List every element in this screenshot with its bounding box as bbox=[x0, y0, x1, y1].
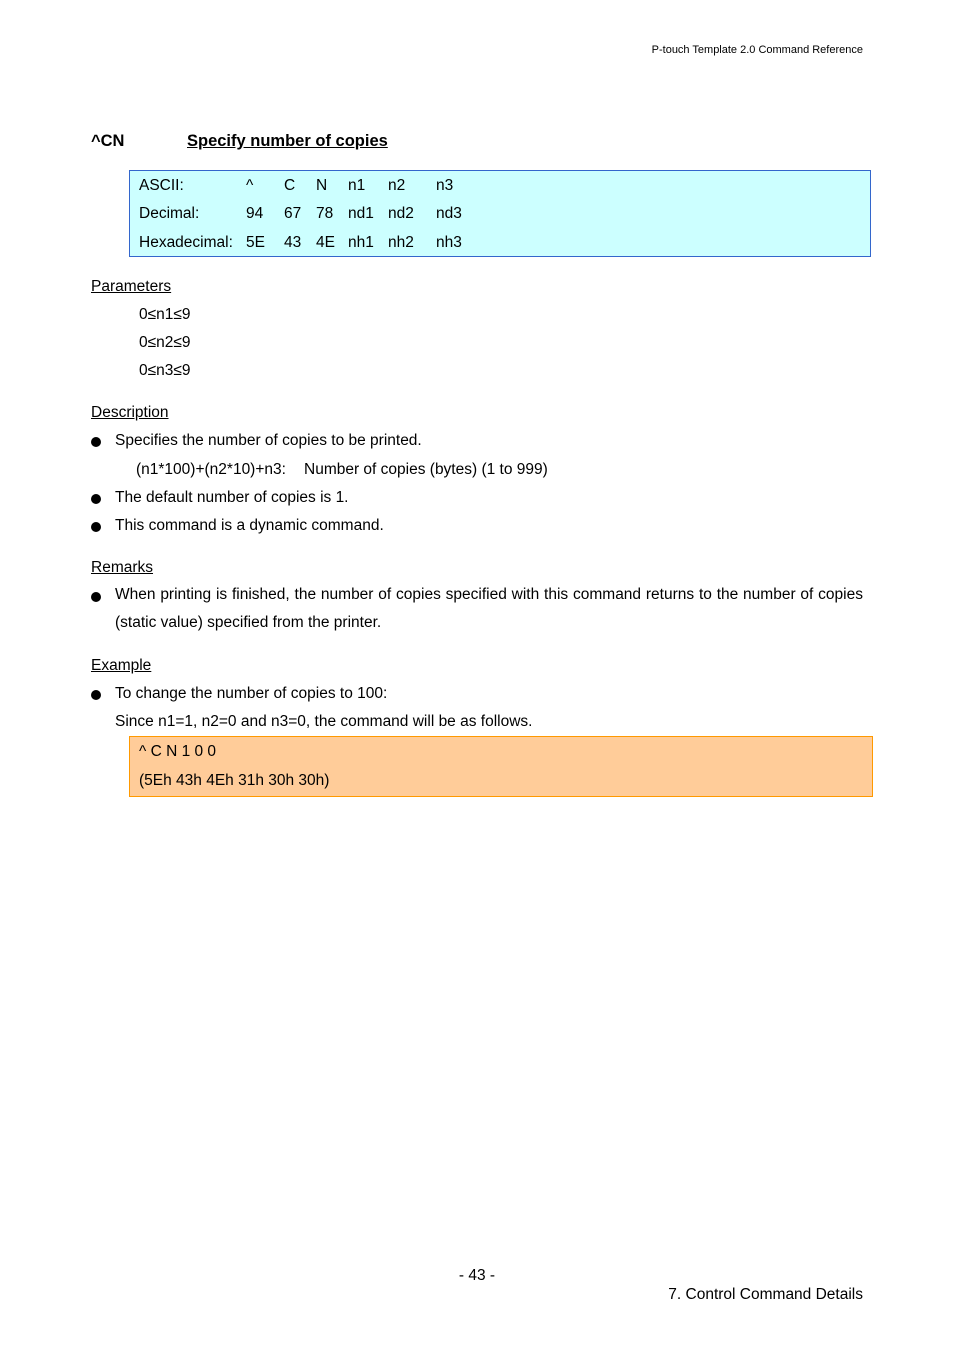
example-hex: (5Eh 43h 4Eh 31h 30h 30h) bbox=[139, 772, 330, 789]
syntax-cell: n1 bbox=[348, 177, 366, 194]
remarks-text: When printing is finished, the number of copies specified with this command returns to the number of copies (static value) specified from the printer. bbox=[115, 586, 863, 631]
list-item-text: To change the number of copies to 100: bbox=[115, 685, 388, 702]
syntax-cell: nh1 bbox=[348, 234, 374, 251]
syntax-cell: 67 bbox=[284, 205, 302, 222]
command-name: ^CN bbox=[91, 132, 125, 150]
syntax-cell: nd3 bbox=[436, 205, 462, 222]
command-title: Specify number of copies bbox=[187, 132, 388, 150]
syntax-cell: ^ bbox=[246, 177, 254, 194]
list-item-text: Specifies the number of copies to be printed. bbox=[115, 432, 422, 449]
parameter-item: 0≤n3≤9 bbox=[139, 362, 191, 379]
syntax-label: Decimal: bbox=[139, 205, 200, 222]
parameter-item: 0≤n1≤9 bbox=[139, 306, 191, 323]
example-code: ^ C N 1 0 0 bbox=[139, 743, 217, 760]
bullet-icon bbox=[91, 494, 101, 504]
syntax-cell: C bbox=[284, 177, 296, 194]
syntax-label: ASCII: bbox=[139, 177, 184, 194]
syntax-cell: 94 bbox=[246, 205, 264, 222]
syntax-cell: n2 bbox=[388, 177, 406, 194]
syntax-label: Hexadecimal: bbox=[139, 234, 233, 251]
syntax-cell: 78 bbox=[316, 205, 334, 222]
parameter-item: 0≤n2≤9 bbox=[139, 334, 191, 351]
syntax-cell: nh3 bbox=[436, 234, 462, 251]
syntax-cell: 43 bbox=[284, 234, 302, 251]
parameters-heading: Parameters bbox=[91, 278, 172, 295]
command-heading bbox=[91, 132, 388, 151]
bullet-icon bbox=[91, 592, 101, 602]
bullet-icon bbox=[91, 437, 101, 447]
example-box bbox=[129, 736, 873, 797]
syntax-cell: 4E bbox=[316, 234, 335, 251]
description-heading: Description bbox=[91, 404, 169, 421]
bullet-icon bbox=[91, 522, 101, 532]
syntax-cell: N bbox=[316, 177, 328, 194]
formula: (n1*100)+(n2*10)+n3: bbox=[136, 461, 286, 478]
example-note: Since n1=1, n2=0 and n3=0, the command will be as follows. bbox=[115, 713, 533, 730]
remarks-heading: Remarks bbox=[91, 559, 154, 576]
syntax-cell: nh2 bbox=[388, 234, 414, 251]
syntax-cell: n3 bbox=[436, 177, 454, 194]
page-number: - 43 - bbox=[458, 1267, 496, 1284]
formula-description: Number of copies (bytes) (1 to 999) bbox=[304, 461, 548, 478]
list-item-text: This command is a dynamic command. bbox=[115, 517, 384, 534]
syntax-box bbox=[129, 170, 871, 257]
footer-section: 7. Control Command Details bbox=[668, 1286, 863, 1303]
list-item-text: The default number of copies is 1. bbox=[115, 489, 349, 506]
syntax-cell: nd2 bbox=[388, 205, 414, 222]
example-heading: Example bbox=[91, 657, 152, 674]
bullet-icon bbox=[91, 690, 101, 700]
syntax-cell: 5E bbox=[246, 234, 265, 251]
header-reference: P-touch Template 2.0 Command Reference bbox=[651, 44, 863, 56]
syntax-cell: nd1 bbox=[348, 205, 374, 222]
